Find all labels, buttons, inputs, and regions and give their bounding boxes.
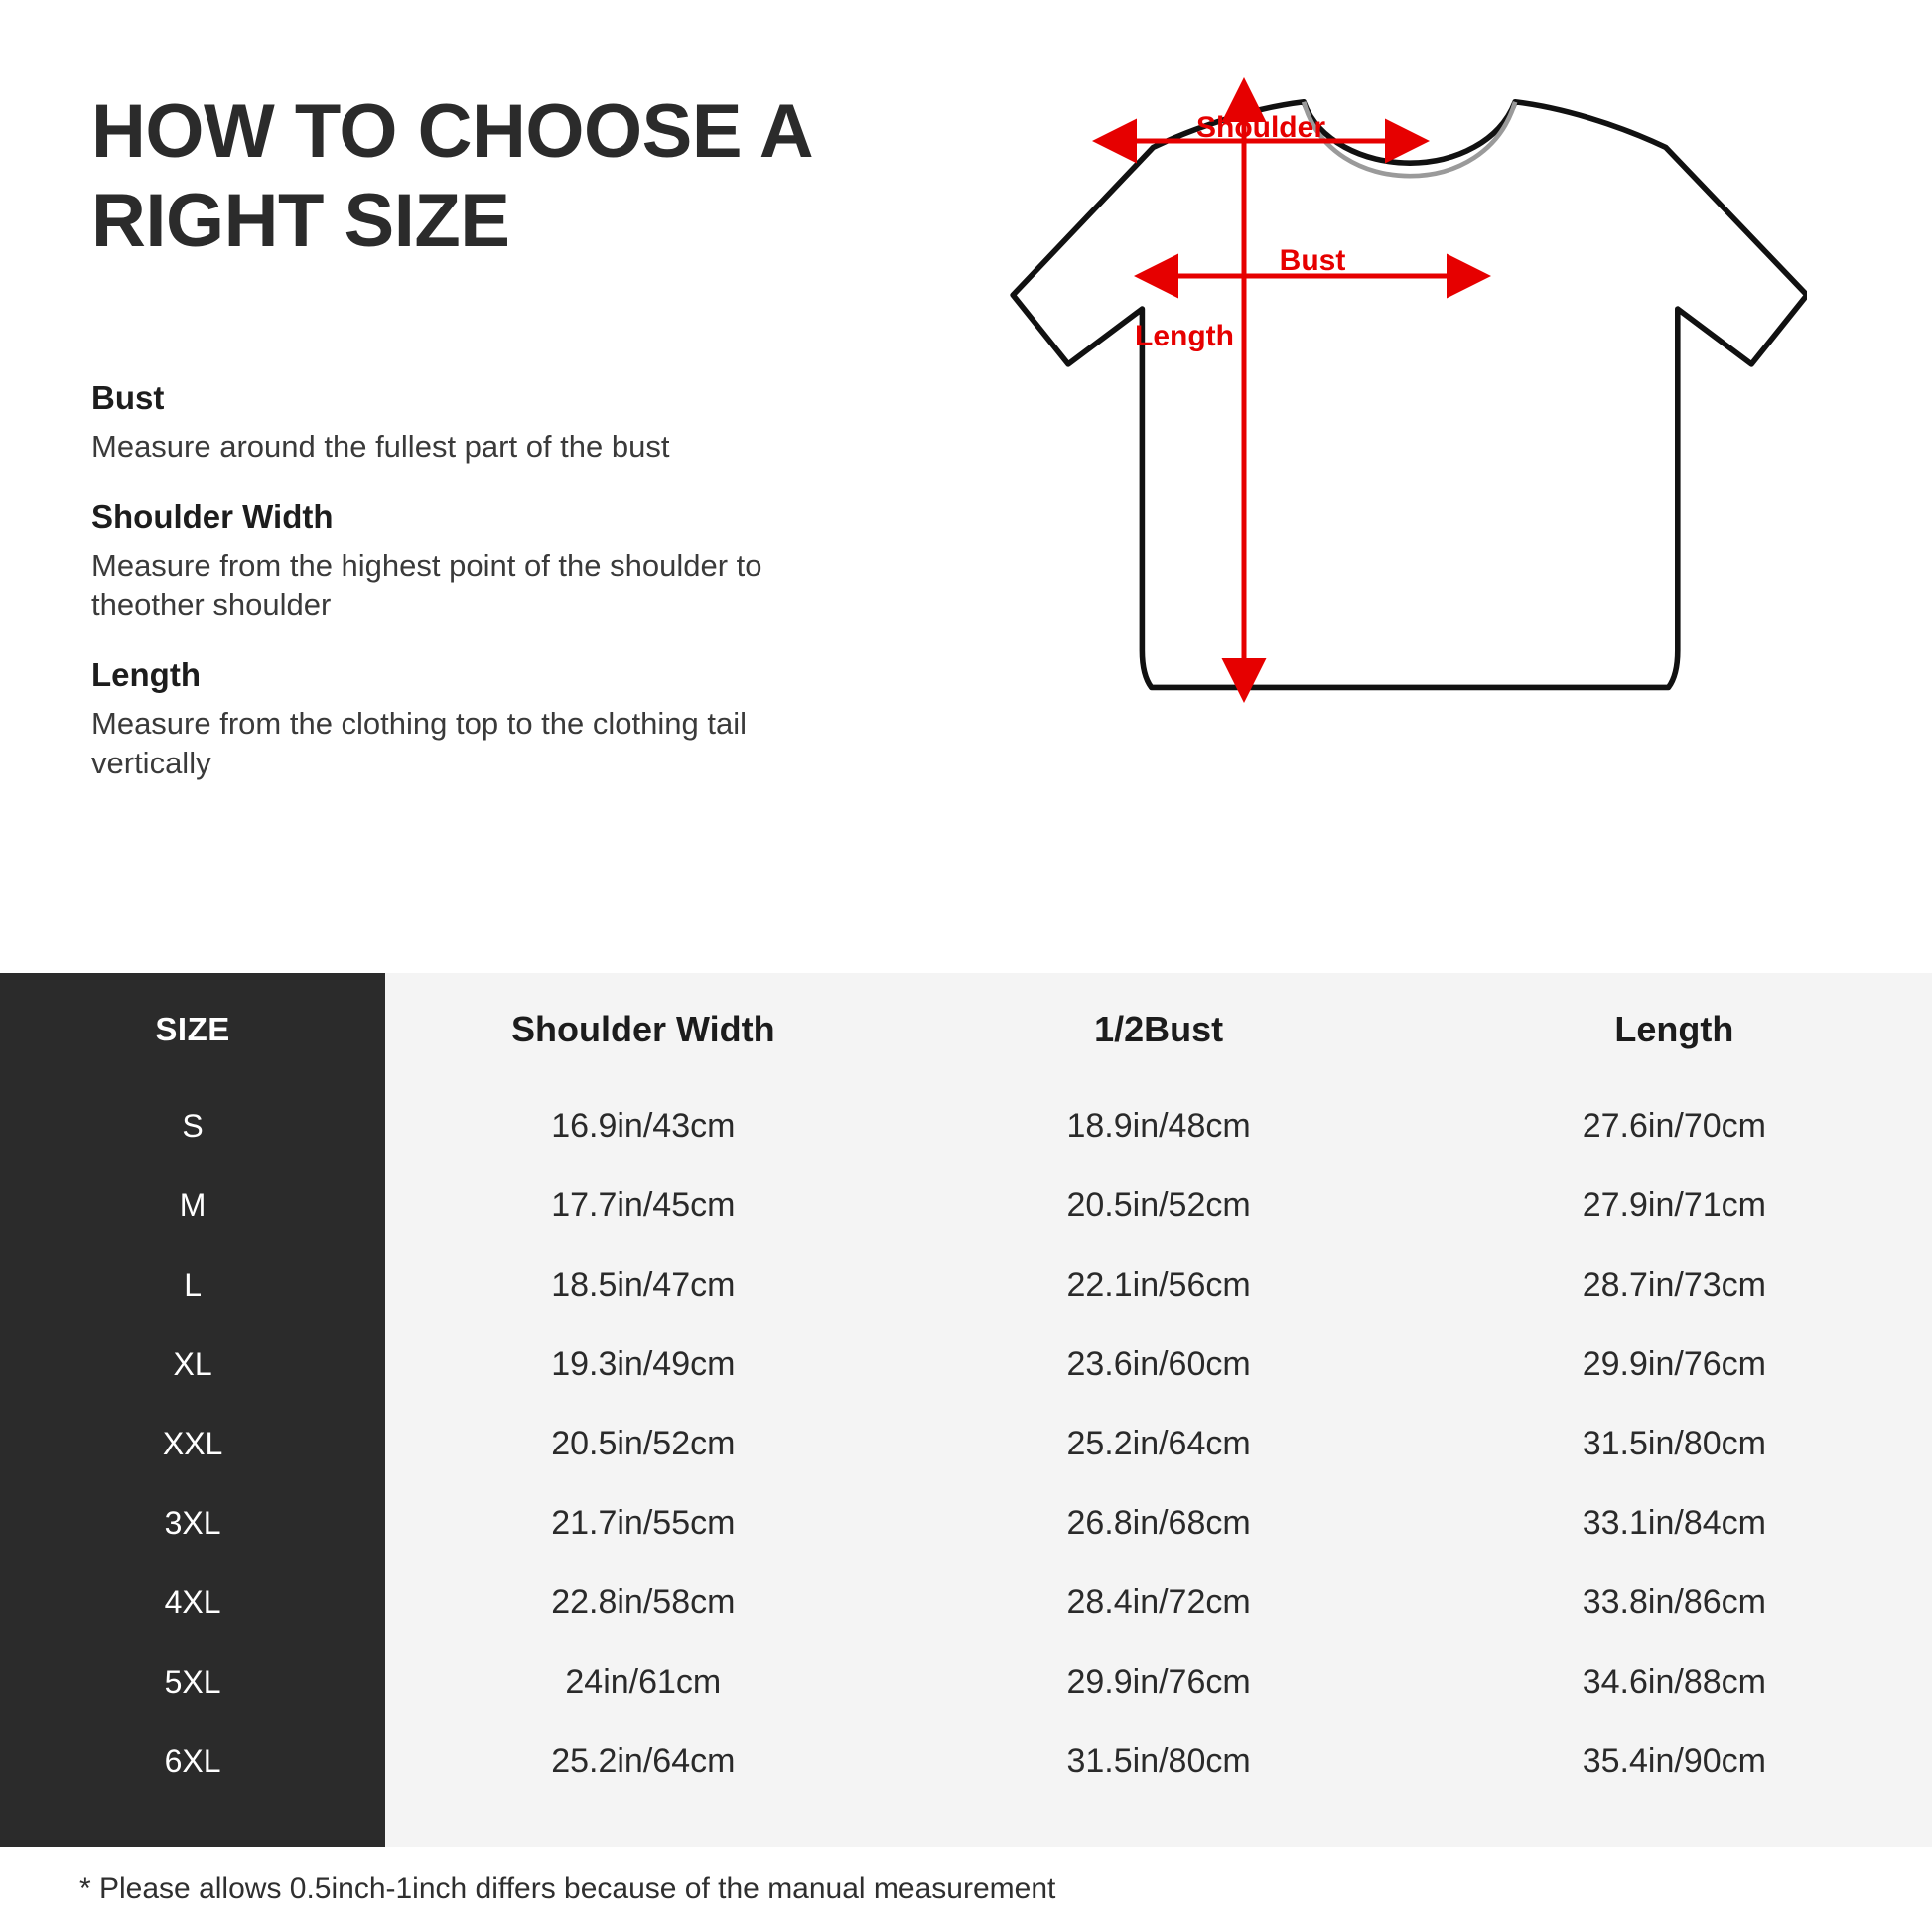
table-row <box>0 1722 1932 1801</box>
cell-length: 27.6in/70cm <box>1582 1106 1766 1145</box>
cell-shoulder-width: 18.5in/47cm <box>551 1265 736 1304</box>
cell-half-bust: 26.8in/68cm <box>1066 1503 1251 1542</box>
cell-size: 6XL <box>164 1742 221 1779</box>
table-header-row <box>0 973 1932 1086</box>
cell-shoulder-width: 25.2in/64cm <box>551 1741 736 1780</box>
tshirt-outline <box>1013 102 1807 688</box>
table-row <box>0 1404 1932 1483</box>
column-header-size: SIZE <box>155 1011 230 1047</box>
cell-half-bust: 28.4in/72cm <box>1066 1583 1251 1621</box>
definition-description: Measure from the highest point of the shoulder to theother shoulder <box>91 547 762 622</box>
column-header-half-bust: 1/2Bust <box>1094 1009 1224 1049</box>
cell-shoulder-width: 21.7in/55cm <box>551 1503 736 1542</box>
cell-size: S <box>182 1107 204 1144</box>
cell-length: 33.8in/86cm <box>1582 1583 1766 1621</box>
cell-shoulder-width: 17.7in/45cm <box>551 1185 736 1224</box>
cell-size: XL <box>173 1345 212 1382</box>
definition-term: Shoulder Width <box>91 497 334 535</box>
cell-half-bust: 20.5in/52cm <box>1066 1185 1251 1224</box>
table-row <box>0 1245 1932 1324</box>
column-header-shoulder-width: Shoulder Width <box>511 1009 775 1049</box>
cell-shoulder-width: 22.8in/58cm <box>551 1583 736 1621</box>
tshirt-diagram <box>993 50 1807 874</box>
cell-half-bust: 29.9in/76cm <box>1066 1662 1251 1701</box>
cell-half-bust: 31.5in/80cm <box>1066 1741 1251 1780</box>
definition-term: Length <box>91 656 201 694</box>
table-row <box>0 1642 1932 1722</box>
table-row <box>0 1563 1932 1642</box>
table-row <box>0 1324 1932 1404</box>
shoulder-label: Shoulder <box>1195 111 1326 144</box>
cell-shoulder-width: 24in/61cm <box>565 1662 722 1701</box>
cell-size: 4XL <box>164 1584 221 1620</box>
cell-length: 27.9in/71cm <box>1582 1185 1766 1224</box>
footnote: * Please allows 0.5inch-1inch differs because of the manual measurement <box>79 1872 1056 1905</box>
cell-size: L <box>184 1266 202 1303</box>
cell-size: M <box>179 1186 207 1223</box>
measurement-definitions <box>91 379 866 814</box>
cell-size: 5XL <box>164 1663 221 1700</box>
definition-shoulder-width <box>91 498 866 624</box>
cell-shoulder-width: 19.3in/49cm <box>551 1344 736 1383</box>
cell-shoulder-width: 20.5in/52cm <box>551 1424 736 1462</box>
definition-description: Measure around the fullest part of the bust <box>91 429 670 464</box>
cell-size: 3XL <box>164 1504 221 1541</box>
definition-bust <box>91 379 866 467</box>
cell-length: 35.4in/90cm <box>1582 1741 1766 1780</box>
column-header-length: Length <box>1614 1009 1734 1049</box>
cell-size: XXL <box>162 1425 223 1461</box>
cell-half-bust: 22.1in/56cm <box>1066 1265 1251 1304</box>
cell-length: 34.6in/88cm <box>1582 1662 1766 1701</box>
definition-term: Bust <box>91 379 165 416</box>
page-title: HOW TO CHOOSE A RIGHT SIZE <box>91 89 811 263</box>
cell-length: 33.1in/84cm <box>1582 1503 1766 1542</box>
length-label: Length <box>1135 320 1234 352</box>
bust-label: Bust <box>1279 244 1346 277</box>
definition-description: Measure from the clothing top to the clothing tail vertically <box>91 706 747 780</box>
table-row <box>0 1166 1932 1245</box>
cell-shoulder-width: 16.9in/43cm <box>551 1106 736 1145</box>
size-table <box>0 973 1932 1801</box>
cell-half-bust: 18.9in/48cm <box>1066 1106 1251 1145</box>
cell-half-bust: 23.6in/60cm <box>1066 1344 1251 1383</box>
cell-length: 29.9in/76cm <box>1582 1344 1766 1383</box>
table-row <box>0 1483 1932 1563</box>
definition-length <box>91 656 866 782</box>
cell-length: 28.7in/73cm <box>1582 1265 1766 1304</box>
size-table-container <box>0 973 1932 1847</box>
cell-length: 31.5in/80cm <box>1582 1424 1766 1462</box>
cell-half-bust: 25.2in/64cm <box>1066 1424 1251 1462</box>
table-row <box>0 1086 1932 1166</box>
